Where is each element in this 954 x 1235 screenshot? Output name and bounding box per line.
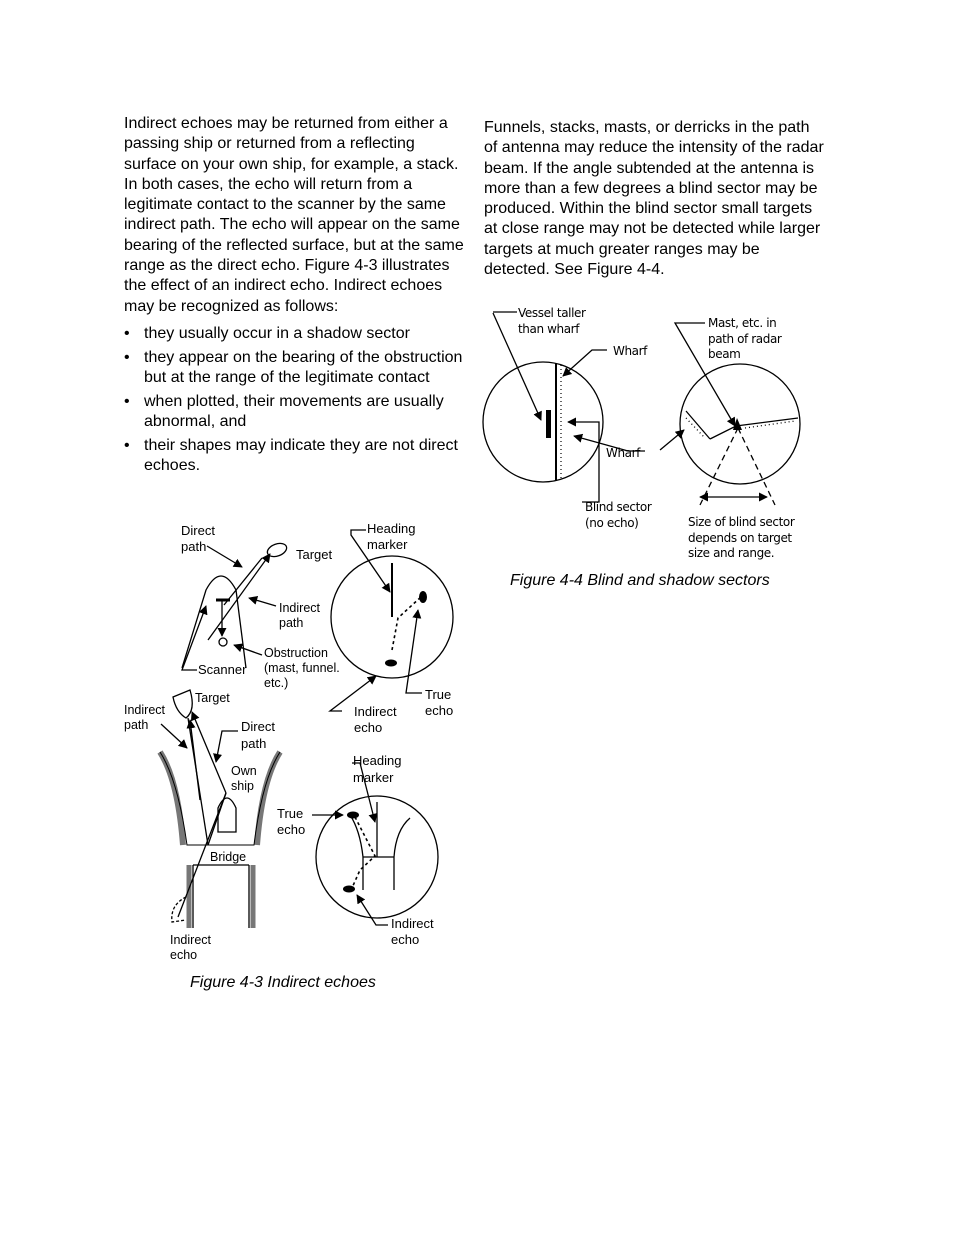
figure-4-3-diagram [110, 515, 470, 975]
scanner-label: Scanner [198, 662, 247, 677]
figure-4-4-diagram [478, 300, 818, 565]
true-echo-label-bottom: True [277, 806, 304, 821]
target-label-bottom: Target [195, 691, 230, 705]
figure-4-4-caption: Figure 4-4 Blind and shadow sectors [510, 572, 770, 589]
indirect-path-label-bottom: Indirect [124, 703, 165, 717]
blind-sectors-paragraph: Funnels, stacks, masts, or derricks in the path of antenna may reduce the intensity of the radar beam. If the angle subtended at the antenna is more than a few degrees a blind sector may be produced. Within the blind sector small targets at close range may not be detected while larger targets at much greater ranges may be detected. See Figure 4-4. [484, 119, 824, 279]
list-item: • when plotted, their movements are usually abnormal, and [124, 392, 444, 431]
direct-path-label-bottom: Direct [241, 719, 275, 734]
list-item: • their shapes may indicate they are not direct echoes. [124, 436, 458, 475]
indirect-echo-label-right: Indirect [391, 916, 434, 931]
svg-text:(mast, funnel.: (mast, funnel. [264, 661, 340, 675]
indirect-path-label: Indirect [279, 601, 320, 615]
target-label: Target [296, 547, 333, 562]
target-bottom [173, 690, 192, 718]
svg-text:echo: echo [425, 703, 454, 718]
svg-text:etc.): etc.) [264, 676, 289, 690]
obstruction-mast [219, 638, 227, 646]
svg-text:echo: echo [170, 948, 198, 962]
svg-text:marker: marker [353, 770, 394, 785]
bridge-label: Bridge [210, 850, 247, 864]
direct-path-label: Direct [181, 523, 215, 538]
bullet-icon: • [124, 436, 130, 454]
indirect-echo-label-left: Indirect [170, 933, 211, 947]
list-item: • they usually occur in a shadow sector [124, 324, 464, 344]
bullet-icon: • [124, 324, 130, 342]
vessel-taller-label: Vessel taller [518, 306, 586, 320]
wharf-label-top: Wharf [613, 344, 647, 358]
heading-marker-label-top: Heading [367, 521, 416, 536]
svg-text:than wharf: than wharf [518, 322, 580, 336]
bullet-icon: • [124, 348, 130, 366]
wharf-label-bottom: Wharf [606, 446, 640, 460]
svg-text:echo: echo [354, 720, 383, 735]
svg-text:marker: marker [367, 537, 408, 552]
radar-scope-mast [680, 364, 800, 484]
svg-text:path of radar: path of radar [708, 332, 782, 346]
own-ship-bottom [218, 798, 236, 832]
heading-marker-label-bottom: Heading [353, 753, 402, 768]
svg-text:echo: echo [277, 822, 306, 837]
svg-text:path: path [241, 736, 267, 751]
svg-text:path: path [279, 616, 304, 630]
svg-text:beam: beam [708, 347, 741, 361]
mast-label: Mast, etc. in [708, 316, 777, 330]
left-column [124, 114, 464, 480]
svg-text:(no echo): (no echo) [585, 516, 639, 530]
own-ship-label: Own [231, 764, 257, 778]
indirect-echo-label-top: Indirect [354, 704, 397, 719]
blind-sector-size-label: Size of blind sector [688, 515, 795, 529]
obstruction-label: Obstruction [264, 646, 328, 660]
figure-4-3-caption: Figure 4-3 Indirect echoes [190, 974, 376, 991]
svg-text:path: path [124, 718, 149, 732]
indirect-echoes-paragraph: Indirect echoes may be returned from either a passing ship or returned from a reflecting surface on your own ship, for example, a stack. In both cases, the echo will return from a legitimate contact to the scanner by the same indirect path. The echo will appear on the same bearing of the reflected surface, but at the same range as the direct echo. Figure 4-3 illustrates the effect of an indirect echo. Indirect echoes may be recognized as follows: [124, 115, 464, 315]
svg-text:ship: ship [231, 779, 254, 793]
svg-text:path: path [181, 539, 207, 554]
recognition-list [124, 324, 464, 477]
svg-text:depends on target: depends on target [688, 531, 792, 545]
true-echo-label-top: True [425, 687, 452, 702]
bullet-icon: • [124, 392, 130, 410]
svg-text:size and range.: size and range. [688, 546, 775, 560]
blind-sector-label: Blind sector [585, 500, 652, 514]
list-item: • they appear on the bearing of the obstruction but at the range of the legitimate contact [124, 348, 463, 387]
svg-text:echo: echo [391, 932, 420, 947]
right-column [484, 118, 824, 280]
